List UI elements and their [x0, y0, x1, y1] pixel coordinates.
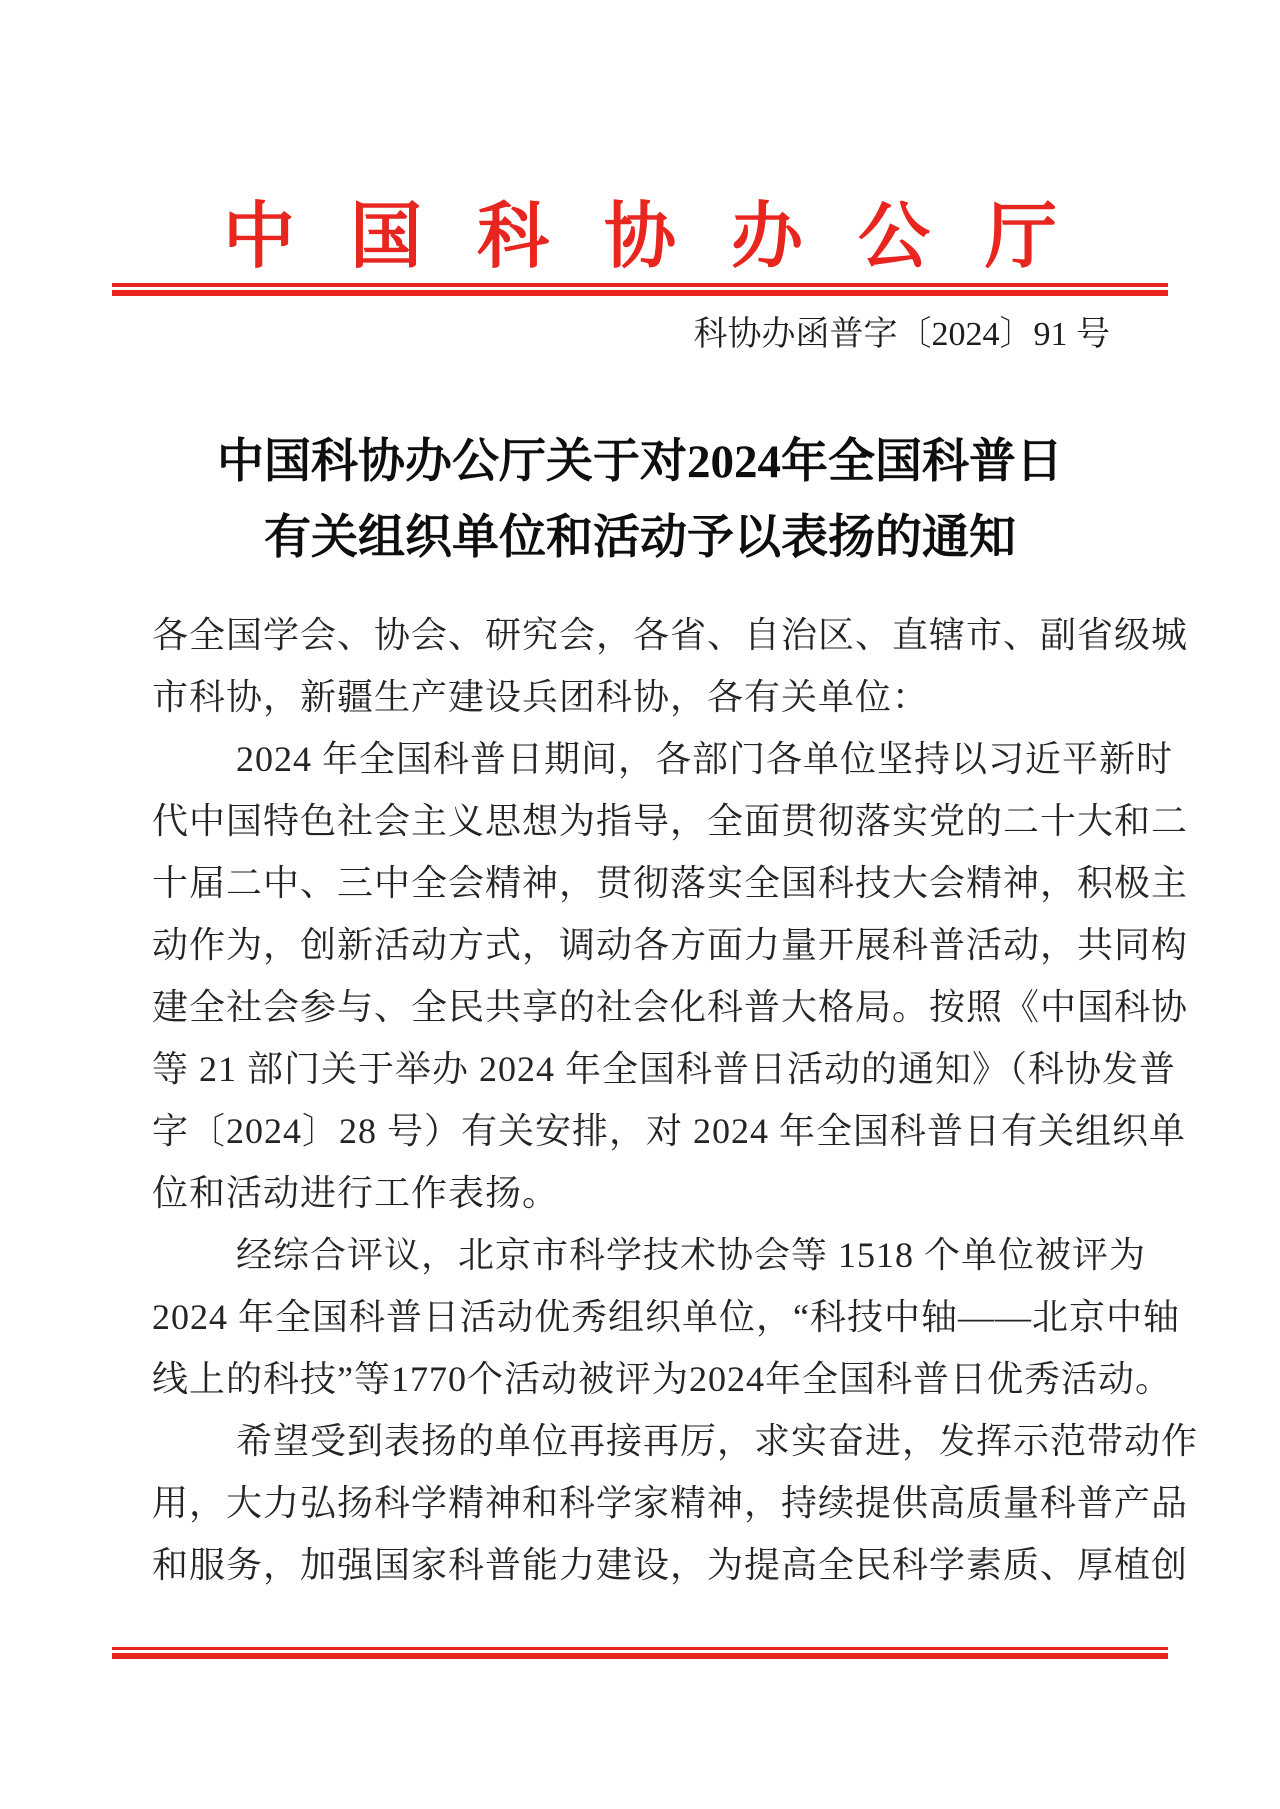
- letterhead-rule: [112, 283, 1168, 296]
- doc-title-line1: 中国科协办公厅关于对2024年全国科普日: [217, 436, 1063, 488]
- body-line: 各全国学会、协会、研究会，各省、自治区、直辖市、副省级城: [152, 615, 1189, 655]
- body-line: 等 21 部门关于举办 2024 年全国科普日活动的通知》（科协发普: [152, 1049, 1177, 1089]
- body-line: 建全社会参与、全民共享的社会化科普大格局。按照《中国科协: [152, 987, 1189, 1027]
- body-line: 用，大力弘扬科学精神和科学家精神，持续提供高质量科普产品: [152, 1483, 1189, 1523]
- body-line: 2024 年全国科普日活动优秀组织单位，“科技中轴——北京中轴: [152, 1297, 1180, 1337]
- body-line: 经综合评议，北京市科学技术协会等 1518 个单位被评为: [236, 1235, 1147, 1275]
- body-line: 动作为，创新活动方式，调动各方面力量开展科普活动，共同构: [152, 925, 1189, 965]
- doc-number: 科协办函普字〔2024〕91 号: [693, 316, 1110, 353]
- body-line: 十届二中、三中全会精神，贯彻落实全国科技大会精神，积极主: [152, 863, 1189, 903]
- doc-title-line2: 有关组织单位和活动予以表扬的通知: [264, 512, 1016, 564]
- footer-rule: [112, 1647, 1168, 1659]
- body-line: 代中国特色社会主义思想为指导，全面贯彻落实党的二十大和二: [152, 801, 1189, 841]
- body-line: 位和活动进行工作表扬。: [152, 1173, 560, 1213]
- body-line: 希望受到表扬的单位再接再厉，求实奋进，发挥示范带动作: [236, 1421, 1199, 1461]
- body-line: 市科协，新疆生产建设兵团科协，各有关单位：: [152, 677, 930, 717]
- body-line: 线上的科技”等1770个活动被评为2024年全国科普日优秀活动。: [152, 1359, 1172, 1399]
- footer-rule-thick-line: [112, 1653, 1168, 1659]
- letterhead-rule-thick-line: [112, 290, 1168, 296]
- doc-title: [0, 424, 1280, 576]
- body-line: 2024 年全国科普日期间，各部门各单位坚持以习近平新时: [236, 739, 1174, 779]
- doc-body: [152, 604, 1199, 1596]
- body-line: 和服务，加强国家科普能力建设，为提高全民科学素质、厚植创: [152, 1545, 1189, 1585]
- body-line: 字〔2024〕28 号）有关安排，对 2024 年全国科普日有关组织单: [152, 1111, 1187, 1151]
- letterhead-org-name: 中国科协办公厅: [222, 197, 1112, 277]
